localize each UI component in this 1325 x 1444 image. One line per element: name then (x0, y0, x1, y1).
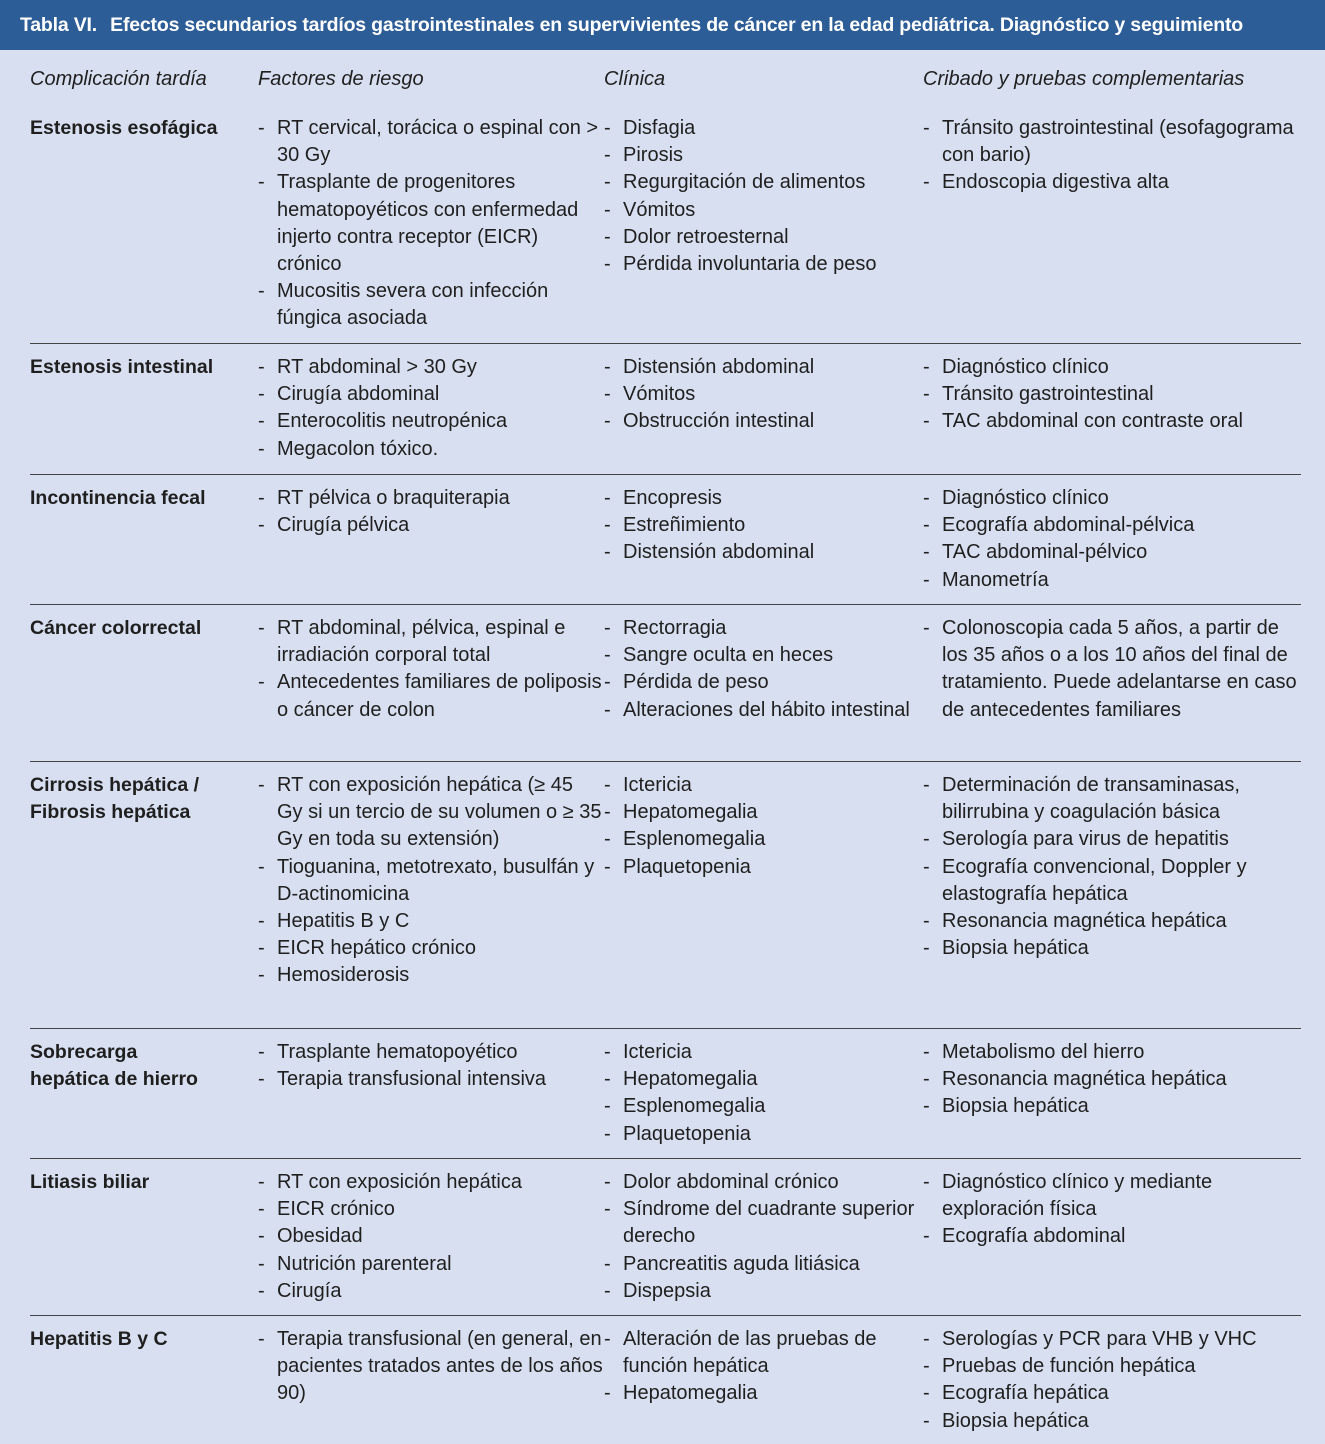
clinical-item: - Dispepsia (604, 1278, 923, 1305)
risk-factor-item: - RT abdominal, pélvica, espinal e irradiación corporal total (258, 615, 604, 669)
cribado-cell (923, 485, 1301, 604)
risk-factor-item: - Antecedentes familiares de poliposis o cáncer de colon (258, 669, 604, 723)
screening-item: - Tránsito gastrointestinal (923, 381, 1301, 408)
screening-item: - Diagnóstico clínico (923, 354, 1301, 381)
clinical-item: - Distensión abdominal (604, 354, 923, 381)
clinical-item: - Pancreatitis aguda litiásica (604, 1251, 923, 1278)
complication-name: Incontinencia fecal (30, 487, 206, 509)
complication-name: Litiasis biliar (30, 1171, 150, 1193)
screening-item: - Serología para virus de hepatitis (923, 826, 1301, 853)
clinical-item: - Esplenomegalia (604, 826, 923, 853)
screening-item: - Biopsia hepática (923, 935, 1301, 962)
clinical-item: - Síndrome del cuadrante superior derecho (604, 1196, 923, 1250)
risk-factor-item: - Obesidad (258, 1223, 604, 1250)
screening-item: - Diagnóstico clínico y mediante exploración física (923, 1169, 1301, 1223)
spacer (210, 772, 258, 1028)
clinical-item: - Esplenomegalia (604, 1093, 923, 1120)
factores-cell (258, 115, 604, 343)
screening-item: - Serologías y PCR para VHB y VHC (923, 1326, 1301, 1353)
clinical-item: - Sangre oculta en heces (604, 642, 923, 669)
screening-item: - Resonancia magnética hepática (923, 908, 1301, 935)
clinical-list (604, 772, 923, 881)
clinical-item: - Regurgitación de alimentos (604, 169, 923, 196)
risk-factors-list (258, 115, 604, 333)
clinical-item: - Plaquetopenia (604, 854, 923, 881)
cribado-cell (923, 1039, 1301, 1158)
factores-cell (258, 1326, 604, 1444)
screening-item: - Endoscopia digestiva alta (923, 169, 1301, 196)
complication-name: Hepatitis B y C (30, 1328, 168, 1350)
screening-item: - Metabolismo del hierro (923, 1039, 1301, 1066)
clinical-item: - Plaquetopenia (604, 1121, 923, 1148)
risk-factor-item: - RT cervical, torácica o espinal con > 30 Gy (258, 115, 604, 169)
screening-list (923, 1039, 1301, 1121)
complication-name: Estenosis intestinal (30, 356, 214, 378)
clinical-item: - Ictericia (604, 772, 923, 799)
risk-factor-item: - Megacolon tóxico. (258, 436, 604, 463)
risk-factor-item: - Enterocolitis neutropénica (258, 408, 604, 435)
clinical-item: - Dolor retroesternal (604, 224, 923, 251)
screening-item: - Ecografía abdominal-pélvica (923, 512, 1301, 539)
screening-item: - Ecografía hepática (923, 1380, 1301, 1407)
screening-item: - Determinación de transaminasas, bilirrubina y coagulación básica (923, 772, 1301, 826)
clinical-item: - Pérdida involuntaria de peso (604, 251, 923, 278)
factores-cell (258, 615, 604, 761)
clinica-cell (604, 772, 923, 1028)
clinica-cell (604, 354, 923, 474)
screening-list (923, 1326, 1301, 1435)
risk-factors-list (258, 1169, 604, 1305)
clinical-item: - Pirosis (604, 142, 923, 169)
clinical-item: - Vómitos (604, 197, 923, 224)
risk-factor-item: - Cirugía (258, 1278, 604, 1305)
factores-cell (258, 485, 604, 604)
risk-factor-item: - Trasplante hematopoyético (258, 1039, 604, 1066)
screening-item: - Biopsia hepática (923, 1408, 1301, 1435)
screening-item: - TAC abdominal-pélvico (923, 539, 1301, 566)
risk-factor-item: - Mucositis severa con infección fúngica asociada (258, 278, 604, 332)
cribado-cell (923, 115, 1301, 343)
screening-item: - Diagnóstico clínico (923, 485, 1301, 512)
risk-factor-item: - Nutrición parenteral (258, 1251, 604, 1278)
clinical-list (604, 1326, 923, 1408)
cribado-cell (923, 354, 1301, 474)
table-row (30, 105, 1301, 344)
clinical-item: - Distensión abdominal (604, 539, 923, 566)
screening-item: - Ecografía convencional, Doppler y elastografía hepática (923, 854, 1301, 908)
header-cribado: Cribado y pruebas complementarias (923, 68, 1245, 90)
clinical-item: - Ictericia (604, 1039, 923, 1066)
screening-item: - Colonoscopia cada 5 años, a partir de los 35 años o a los 10 años del final de tratamiento. Puede adelantarse en caso de antecedentes familiares (923, 615, 1301, 724)
clinical-list (604, 354, 923, 436)
table-row (30, 1159, 1301, 1316)
clinical-item: - Vómitos (604, 381, 923, 408)
clinica-cell (604, 1169, 923, 1315)
screening-item: - Pruebas de función hepática (923, 1353, 1301, 1380)
clinica-cell (604, 1326, 923, 1444)
screening-list (923, 115, 1301, 197)
table-row (30, 1029, 1301, 1159)
clinical-list (604, 1169, 923, 1305)
clinica-cell (604, 615, 923, 761)
complication-name: Sobrecarga hepática de hierro (30, 1041, 198, 1090)
cribado-cell (923, 772, 1301, 1028)
factores-cell (258, 354, 604, 474)
clinical-list (604, 615, 923, 724)
risk-factors-list (258, 1326, 604, 1408)
clinical-item: - Dolor abdominal crónico (604, 1169, 923, 1196)
clinical-item: - Encopresis (604, 485, 923, 512)
table-header-row (30, 50, 1301, 105)
clinical-item: - Estreñimiento (604, 512, 923, 539)
table-body (30, 105, 1301, 1444)
screening-item: - Biopsia hepática (923, 1093, 1301, 1120)
header-clinica: Clínica (604, 68, 666, 90)
risk-factor-item: - Tioguanina, metotrexato, busulfán y D-actinomicina (258, 854, 604, 908)
screening-list (923, 485, 1301, 594)
complication-name: Cirrosis hepática / Fibrosis hepática (30, 774, 200, 823)
clinical-item: - Hepatomegalia (604, 1066, 923, 1093)
risk-factors-list (258, 615, 604, 724)
screening-item: - TAC abdominal con contraste oral (923, 408, 1301, 435)
table-row (30, 344, 1301, 475)
clinical-item: - Rectorragia (604, 615, 923, 642)
cribado-cell (923, 1326, 1301, 1444)
clinica-cell (604, 1039, 923, 1158)
risk-factor-item: - Trasplante de progenitores hematopoyéticos con enfermedad injerto contra receptor (EICR) crónico (258, 169, 604, 278)
clinica-cell (604, 485, 923, 604)
risk-factor-item: - Cirugía pélvica (258, 512, 604, 539)
table-title-bar (0, 0, 1325, 50)
risk-factor-item: - RT abdominal > 30 Gy (258, 354, 604, 381)
clinical-item: - Pérdida de peso (604, 669, 923, 696)
clinical-item: - Disfagia (604, 115, 923, 142)
risk-factor-item: - EICR hepático crónico (258, 935, 604, 962)
screening-item: - Tránsito gastrointestinal (esofagograma con bario) (923, 115, 1301, 169)
risk-factor-item: - EICR crónico (258, 1196, 604, 1223)
table-row (30, 475, 1301, 605)
factores-cell (258, 1169, 604, 1315)
risk-factor-item: - Terapia transfusional intensiva (258, 1066, 604, 1093)
clinical-item: - Alteraciones del hábito intestinal (604, 697, 923, 724)
table-row (30, 605, 1301, 762)
complication-name: Cáncer colorrectal (30, 617, 202, 639)
risk-factors-list (258, 772, 604, 990)
clinical-item: - Obstrucción intestinal (604, 408, 923, 435)
screening-item: - Manometría (923, 567, 1301, 594)
screening-list (923, 615, 1301, 724)
risk-factor-item: - RT con exposición hepática (≥ 45 Gy si un tercio de su volumen o ≥ 35 Gy en toda su extensión) (258, 772, 604, 854)
risk-factors-list (258, 354, 604, 463)
spacer (210, 1039, 258, 1158)
clinica-cell (604, 115, 923, 343)
screening-item: - Ecografía abdominal (923, 1223, 1301, 1250)
header-factores: Factores de riesgo (258, 68, 424, 90)
table-number: Tabla VI. (20, 14, 97, 36)
risk-factor-item: - Cirugía abdominal (258, 381, 604, 408)
risk-factor-item: - Terapia transfusional (en general, en pacientes tratados antes de los años 90) (258, 1326, 604, 1408)
clinical-item: - Hepatomegalia (604, 799, 923, 826)
screening-list (923, 772, 1301, 962)
risk-factors-list (258, 1039, 604, 1093)
screening-list (923, 354, 1301, 436)
clinical-list (604, 115, 923, 278)
complication-name: Estenosis esofágica (30, 117, 218, 139)
risk-factors-list (258, 485, 604, 539)
risk-factor-item: - RT pélvica o braquiterapia (258, 485, 604, 512)
risk-factor-item: - RT con exposición hepática (258, 1169, 604, 1196)
clinical-list (604, 1039, 923, 1148)
table-row (30, 1316, 1301, 1444)
clinical-list (604, 485, 923, 567)
risk-factor-item: - Hepatitis B y C (258, 908, 604, 935)
factores-cell (258, 1039, 604, 1158)
table-title: Efectos secundarios tardíos gastrointestinales en supervivientes de cáncer en la edad pediátrica. Diagnóstico y seguimiento (110, 14, 1243, 36)
screening-list (923, 1169, 1301, 1251)
clinical-item: - Alteración de las pruebas de función hepática (604, 1326, 923, 1380)
risk-factor-item: - Hemosiderosis (258, 962, 604, 989)
clinical-item: - Hepatomegalia (604, 1380, 923, 1407)
factores-cell (258, 772, 604, 1028)
table-row (30, 762, 1301, 1029)
header-complicacion: Complicación tardía (30, 68, 207, 90)
cribado-cell (923, 615, 1301, 761)
screening-item: - Resonancia magnética hepática (923, 1066, 1301, 1093)
table (0, 50, 1325, 1444)
cribado-cell (923, 1169, 1301, 1315)
